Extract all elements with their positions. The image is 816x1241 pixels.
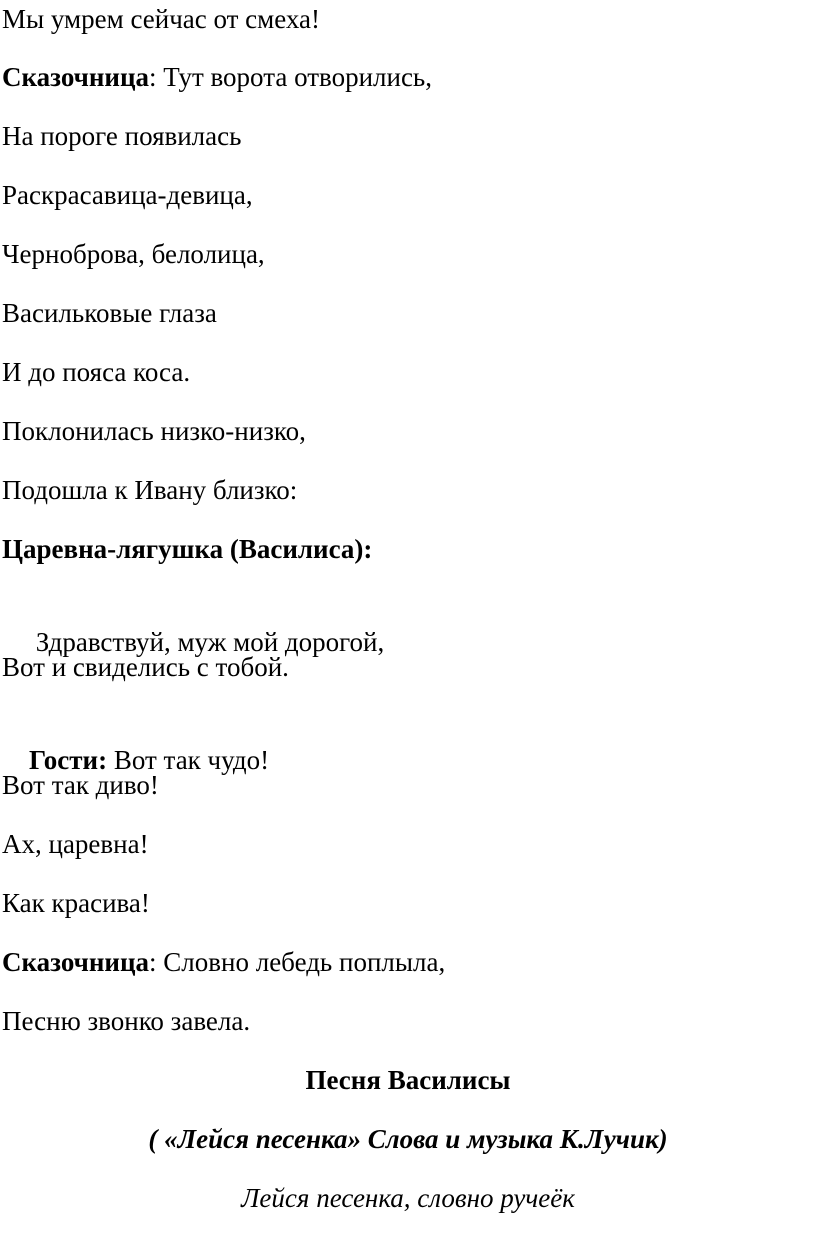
verse-line-7	[2, 355, 190, 389]
verse-line-17	[2, 945, 445, 979]
verse-line-4	[2, 178, 253, 212]
verse-line-15	[2, 827, 149, 861]
verse-line-10	[2, 532, 372, 566]
speaker-label: Сказочница	[2, 62, 150, 92]
line-text: Вот и свиделись с тобой.	[2, 652, 289, 682]
verse-line-3	[2, 119, 241, 153]
line-text: Подошла к Ивану близко:	[2, 475, 298, 505]
song-title: Песня Василисы	[305, 1065, 511, 1095]
line-text: И до пояса коса.	[2, 357, 191, 387]
line-text: На пороге появилась	[2, 121, 242, 151]
line-text: Здравствуй, муж мой дорогой,	[29, 627, 385, 657]
verse-line-16	[2, 886, 150, 920]
verse-line-12	[2, 650, 289, 684]
song-first-line: Лейся песенка, словно ручеёк	[241, 1183, 575, 1213]
line-text: Черноброва, белолица,	[2, 239, 265, 269]
line-text: Раскрасавица-девица,	[2, 180, 253, 210]
verse-line-9	[2, 473, 297, 507]
line-text: Мы умрем сейчас от смеха!	[2, 4, 321, 34]
line-text: Васильковые глаза	[2, 298, 217, 328]
line-text: Ах, царевна!	[2, 829, 149, 859]
verse-line-14	[2, 768, 159, 802]
line-text: Как красива!	[2, 888, 150, 918]
line-text: Песню звонко завела.	[2, 1006, 251, 1036]
speaker-label: Гости:	[29, 745, 108, 775]
verse-line-2	[2, 60, 432, 94]
line-text: : Словно лебедь поплыла,	[149, 947, 446, 977]
verse-line-5	[2, 237, 265, 271]
song-credits: ( «Лейся песенка» Слова и музыка К.Лучик)	[148, 1124, 668, 1154]
line-text: Вот так чудо!	[107, 745, 270, 775]
verse-line-6	[2, 296, 217, 330]
speaker-label: Царевна-лягушка (Василиса):	[2, 534, 373, 564]
line-text: Поклонилась низко-низко,	[2, 416, 306, 446]
verse-line-1	[2, 2, 320, 36]
verse-line-8	[2, 414, 306, 448]
speaker-label: Сказочница	[2, 947, 150, 977]
line-text: Вот так диво!	[2, 770, 159, 800]
verse-line-18	[2, 1004, 250, 1038]
line-text: : Тут ворота отворились,	[149, 62, 432, 92]
